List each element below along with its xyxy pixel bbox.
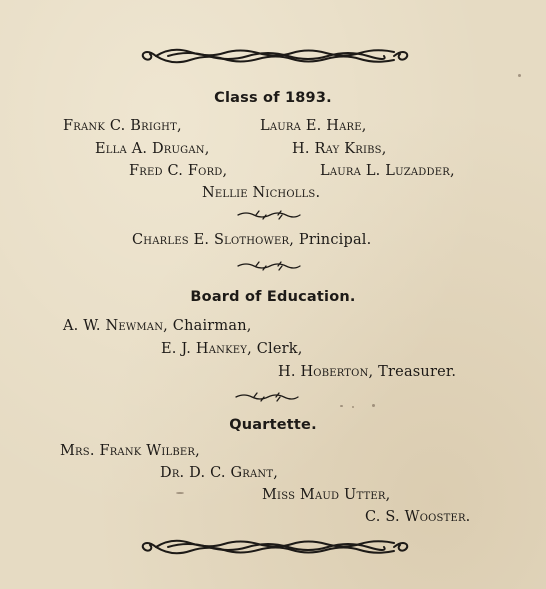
board-member-name: A. W. Newman, [63,318,168,334]
board-member-line [161,341,303,357]
paper-speck [340,405,343,407]
board-member-role: Clerk, [256,341,303,357]
board-member-line [278,364,456,380]
quartette-member: Mrs. Frank Wilber, [60,443,200,459]
class-heading: Class of 1893. [214,90,332,106]
board-heading: Board of Education. [190,289,356,305]
board-member-name: E. J. Hankey, [161,341,252,357]
paper-speck [352,406,354,408]
paper-speck [372,404,375,407]
class-member: Nellie Nicholls. [202,185,321,201]
board-member-line [63,318,252,334]
scroll-border-icon [138,535,412,559]
board-member-name: H. Hoberton, [278,364,374,380]
quartette-member: C. S. Wooster. [365,509,471,525]
principal-line [132,232,371,248]
board-member-role: Chairman, [172,318,252,334]
scroll-border-icon [138,44,412,68]
quartette-member: Dr. D. C. Grant, [160,465,279,481]
board-member-role: Treasurer. [378,364,457,380]
vine-divider-icon [236,209,302,221]
principal-role: Principal. [298,232,372,248]
vine-divider-icon [234,391,300,403]
class-member: Laura E. Hare, [260,118,367,134]
quartette-member: Miss Maud Utter, [262,487,391,503]
quartette-heading: Quartette. [229,417,317,433]
paper-speck [176,492,184,494]
class-member: H. Ray Kribs, [292,141,387,157]
class-member: Frank C. Bright, [63,118,182,134]
class-member: Ella A. Drugan, [95,141,210,157]
vine-divider-icon [236,260,302,272]
paper-speck [518,74,521,77]
class-member: Laura L. Luzadder, [320,163,455,179]
class-member: Fred C. Ford, [129,163,228,179]
principal-name: Charles E. Slothower, [132,232,295,248]
